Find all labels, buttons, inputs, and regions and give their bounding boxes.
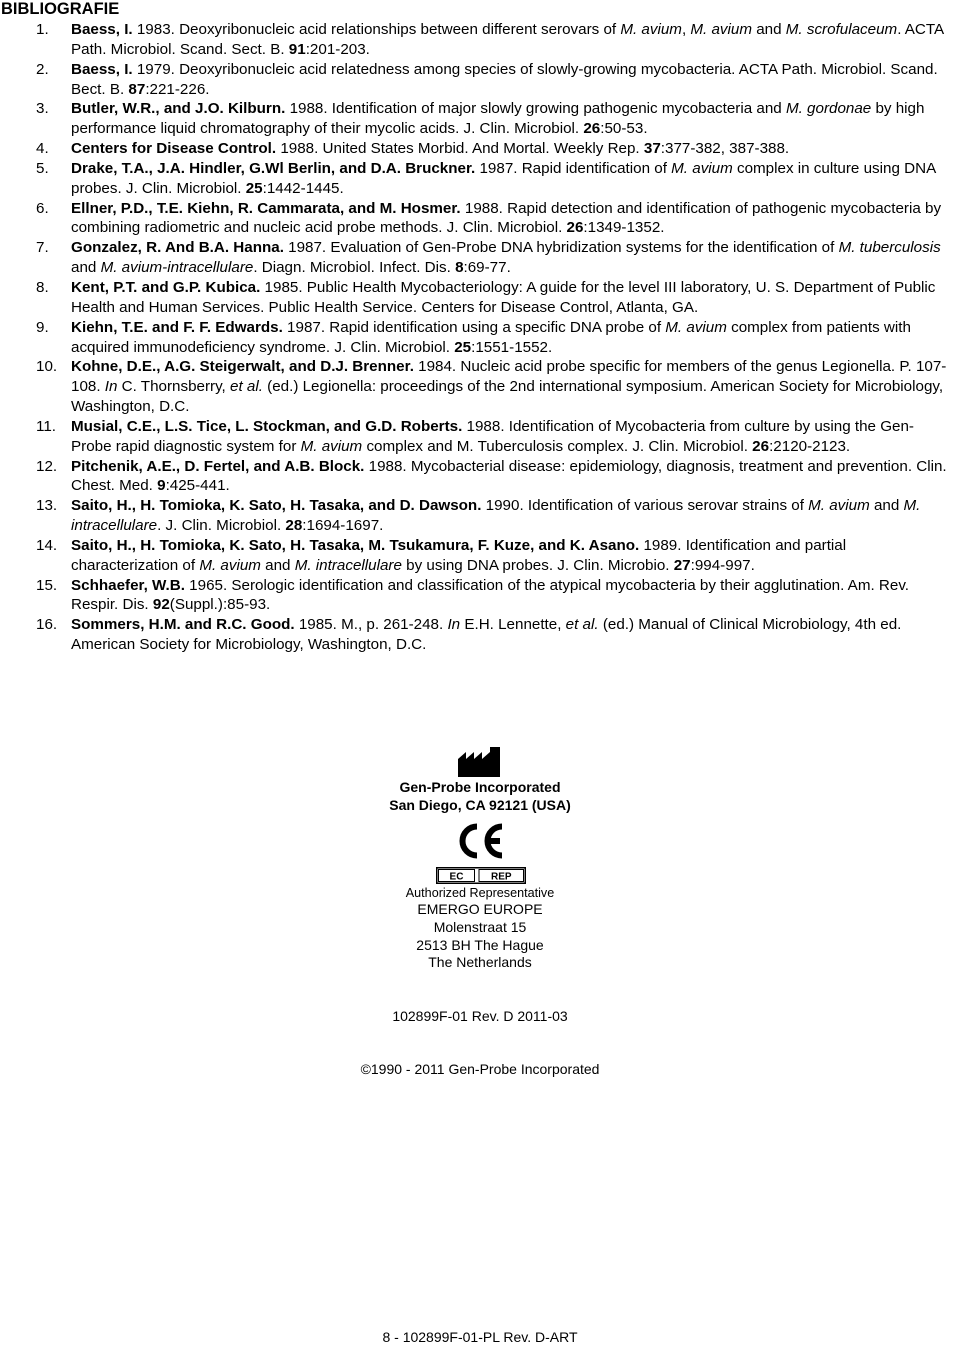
reference-text: Butler, W.R., and J.O. Kilburn. 1988. Identification of major slowly growing pathogenic mycobacteria and M. gordonae by high performance liquid chromatography of their mycolic acids. J. Clin. Microbiol. 26:50-53. xyxy=(71,100,925,138)
reference-item xyxy=(0,60,952,100)
page-footer: 8 - 102899F-01-PL Rev. D-ART xyxy=(382,1329,578,1345)
ec-rep-icon xyxy=(436,867,526,884)
reference-number: 8. xyxy=(36,278,49,296)
reference-text: Kiehn, T.E. and F. F. Edwards. 1987. Rapid identification using a specific DNA probe of M. avium complex from patients with acquired immunodeficiency syndrome. J. Clin. Microbiol. 25:1551-1552. xyxy=(71,318,911,356)
reference-number: 1. xyxy=(36,21,49,38)
authorized-rep-label: Authorized Representative xyxy=(405,886,555,900)
reference-text: Centers for Disease Control. 1988. United States Morbid. And Mortal. Weekly Rep. 37:377-382, 387-388. xyxy=(71,140,790,158)
reference-item xyxy=(0,417,952,457)
reference-item xyxy=(0,20,952,60)
reference-item xyxy=(0,238,952,278)
reference-number: 16. xyxy=(36,616,58,634)
rep-line: The Netherlands xyxy=(428,954,532,971)
ec-rep-left-text: EC xyxy=(449,871,464,883)
rep-line: 2513 BH The Hague xyxy=(416,936,544,953)
reference-item xyxy=(0,357,952,417)
reference-number: 7. xyxy=(36,239,49,257)
reference-number: 13. xyxy=(36,497,58,515)
reference-item xyxy=(0,318,952,358)
reference-text: Baess, I. 1983. Deoxyribonucleic acid relationships between different serovars of M. avium, M. avium and M. scrofulaceum. ACTA Path. Microbiol. Scand. Sect. B. 91:201-203. xyxy=(71,21,944,58)
reference-item xyxy=(0,536,952,576)
rep-line: EMERGO EUROPE xyxy=(417,901,543,917)
rep-line: Molenstraat 15 xyxy=(433,918,527,935)
reference-item xyxy=(0,99,952,139)
reference-number: 11. xyxy=(36,417,56,435)
reference-text: Drake, T.A., J.A. Hindler, G.Wl Berlin, and D.A. Bruckner. 1987. Rapid identification of M. avium complex in culture using DNA probes. J. Clin. Microbiol. 25:1442-1445. xyxy=(71,159,936,197)
reference-text: Pitchenik, A.E., D. Fertel, and A.B. Block. 1988. Mycobacterial disease: epidemiology, diagnosis, treatment and prevention. Clin. Chest. Med. 9:425-441. xyxy=(71,457,947,495)
reference-text: Saito, H., H. Tomioka, K. Sato, H. Tasaka, and D. Dawson. 1990. Identification of various serovar strains of M. avium and M. intracellulare. J. Clin. Microbiol. 28:1694-1697. xyxy=(71,497,921,535)
reference-text: Kohne, D.E., A.G. Steigerwalt, and D.J. Brenner. 1984. Nucleic acid probe specific for members of the genus Legionella. P. 107-108. In C. Thornsberry, et al. (ed.) Legionella: proceedings of the 2nd international symposium. American Society for Microbiology, Washington, D.C. xyxy=(71,358,947,416)
reference-number: 15. xyxy=(36,576,58,594)
page-heading: BIBLIOGRAFIE xyxy=(1,0,120,18)
manufacturer-name: Gen-Probe Incorporated xyxy=(399,779,561,795)
reference-number: 2. xyxy=(36,60,49,78)
copyright-notice: ©1990 - 2011 Gen-Probe Incorporated xyxy=(360,1061,600,1077)
reference-number: 5. xyxy=(36,159,49,177)
factory-icon xyxy=(458,747,504,777)
reference-item xyxy=(0,139,952,159)
reference-text: Ellner, P.D., T.E. Kiehn, R. Cammarata, and M. Hosmer. 1988. Rapid detection and identification of pathogenic mycobacteria by combining radiometric and nucleic acid probe methods. J. Clin. Microbiol. 26:1349-1352. xyxy=(71,199,942,237)
reference-text: Baess, I. 1979. Deoxyribonucleic acid relatedness among species of slowly-growing mycobacteria. ACTA Path. Microbiol. Scand. Bect. B. 87:221-226. xyxy=(71,60,938,98)
reference-text: Gonzalez, R. And B.A. Hanna. 1987. Evaluation of Gen-Probe DNA hybridization systems for the identification of M. tuberculosis and M. avium-intracellulare. Diagn. Microbiol. Infect. Dis. 8:69-77. xyxy=(71,239,941,277)
reference-number: 14. xyxy=(36,536,58,554)
ec-rep-right-text: REP xyxy=(490,871,512,883)
reference-number: 4. xyxy=(36,140,49,158)
reference-item xyxy=(0,615,952,655)
authorized-rep-address xyxy=(0,901,960,972)
reference-number: 3. xyxy=(36,100,49,118)
reference-text: Musial, C.E., L.S. Tice, L. Stockman, and G.D. Roberts. 1988. Identification of Mycobacteria from culture by using the Gen-Probe rapid diagnostic system for M. avium complex and M. Tuberculosis complex. J. Clin. Microbiol. 26:2120-2123. xyxy=(71,417,914,455)
reference-item xyxy=(0,576,952,616)
manufacturer-address: San Diego, CA 92121 (USA) xyxy=(389,797,571,813)
reference-item xyxy=(0,496,952,536)
reference-number: 6. xyxy=(36,199,49,217)
reference-item xyxy=(0,457,952,497)
reference-item xyxy=(0,278,952,318)
reference-item xyxy=(0,199,952,239)
reference-number: 10. xyxy=(36,358,58,376)
reference-number: 12. xyxy=(36,457,58,475)
reference-item xyxy=(0,159,952,199)
reference-text: Sommers, H.M. and R.C. Good. 1985. M., p. 261-248. In E.H. Lennette, et al. (ed.) Manual of Clinical Microbiology, 4th ed. American Society for Microbiology, Washington, D.C. xyxy=(71,616,902,654)
reference-number: 9. xyxy=(36,318,49,336)
reference-text: Kent, P.T. and G.P. Kubica. 1985. Public Health Mycobacteriology: A guide for the level III laboratory, U. S. Department of Public Health and Human Services. Public Health Service. Centers for Disease Control, Atlanta, GA. xyxy=(71,278,936,316)
reference-text: Saito, H., H. Tomioka, K. Sato, H. Tasaka, M. Tsukamura, F. Kuze, and K. Asano. 1989. Identification and partial characterization of M. avium and M. intracellulare by using DNA probes. J. Clin. Microbio. 27:994-997. xyxy=(71,536,847,574)
document-id: 102899F-01 Rev. D 2011-03 xyxy=(392,1008,568,1024)
ce-mark-icon xyxy=(455,822,507,860)
reference-list xyxy=(0,20,952,655)
reference-text: Schhaefer, W.B. 1965. Serologic identification and classification of the atypical mycobacteria by their agglutination. Am. Rev. Respir. Dis. 92(Suppl.):85-93. xyxy=(71,576,910,614)
